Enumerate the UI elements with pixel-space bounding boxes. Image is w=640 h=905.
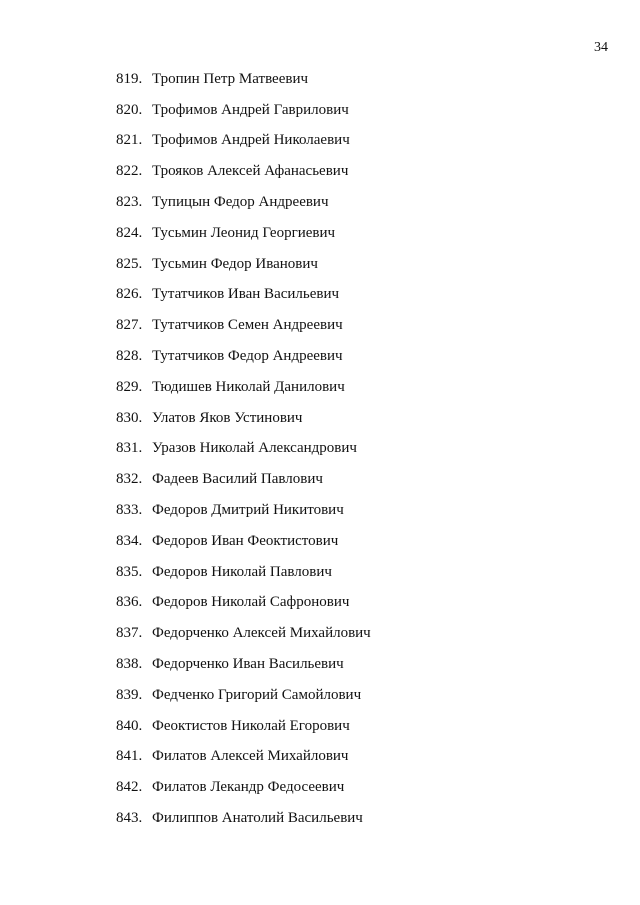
entry-name: Филиппов Анатолий Васильевич xyxy=(152,810,363,827)
entry-name: Тусьмин Федор Иванович xyxy=(152,255,318,272)
list-item xyxy=(116,526,371,557)
entry-number: 819. xyxy=(116,70,143,87)
entry-name: Уразов Николай Александрович xyxy=(152,440,357,457)
entry-name: Тусьмин Леонид Георгиевич xyxy=(152,224,336,241)
list-item xyxy=(116,464,371,495)
entry-number: 826. xyxy=(116,286,143,303)
list-item xyxy=(116,156,371,187)
entry-number: 839. xyxy=(116,686,143,703)
list-item xyxy=(116,588,371,619)
entry-number: 840. xyxy=(116,717,143,734)
entry-name: Фадеев Василий Павлович xyxy=(152,471,323,488)
entry-name: Тутатчиков Иван Васильевич xyxy=(152,286,340,303)
list-item xyxy=(116,403,371,434)
entry-name: Тюдишев Николай Данилович xyxy=(152,378,345,395)
entry-name: Тропин Петр Матвеевич xyxy=(152,70,309,87)
entry-number: 820. xyxy=(116,101,143,118)
name-list xyxy=(116,64,371,834)
list-item xyxy=(116,372,371,403)
entry-number: 824. xyxy=(116,224,143,241)
entry-number: 832. xyxy=(116,471,143,488)
entry-name: Филатов Алексей Михайлович xyxy=(152,748,349,765)
list-item xyxy=(116,618,371,649)
list-item xyxy=(116,803,371,834)
entry-number: 834. xyxy=(116,532,143,549)
list-item xyxy=(116,187,371,218)
entry-name: Феоктистов Николай Егорович xyxy=(152,717,350,734)
list-item xyxy=(116,64,371,95)
entry-number: 838. xyxy=(116,656,143,673)
entry-number: 823. xyxy=(116,194,143,211)
list-item xyxy=(116,434,371,465)
entry-number: 836. xyxy=(116,594,143,611)
entry-name: Трофимов Андрей Гаврилович xyxy=(152,101,349,118)
list-item xyxy=(116,495,371,526)
entry-number: 835. xyxy=(116,563,143,580)
list-item xyxy=(116,95,371,126)
list-item xyxy=(116,557,371,588)
entry-number: 842. xyxy=(116,779,143,796)
entry-number: 821. xyxy=(116,132,143,149)
entry-number: 827. xyxy=(116,317,143,334)
entry-number: 831. xyxy=(116,440,143,457)
entry-name: Тутатчиков Федор Андреевич xyxy=(152,348,343,365)
entry-name: Тутатчиков Семен Андреевич xyxy=(152,317,343,334)
entry-number: 825. xyxy=(116,255,143,272)
entry-number: 830. xyxy=(116,409,143,426)
page-number: 34 xyxy=(594,40,608,55)
list-item xyxy=(116,742,371,773)
entry-number: 837. xyxy=(116,625,143,642)
entry-name: Улатов Яков Устинович xyxy=(152,409,303,426)
list-item xyxy=(116,680,371,711)
entry-number: 841. xyxy=(116,748,143,765)
list-item xyxy=(116,341,371,372)
list-item xyxy=(116,249,371,280)
entry-number: 833. xyxy=(116,502,143,519)
entry-number: 829. xyxy=(116,378,143,395)
entry-name: Федоров Дмитрий Никитович xyxy=(152,502,344,519)
entry-name: Федорченко Иван Васильевич xyxy=(152,656,344,673)
entry-name: Филатов Лекандр Федосеевич xyxy=(152,779,345,796)
list-item xyxy=(116,772,371,803)
list-item xyxy=(116,218,371,249)
entry-name: Трофимов Андрей Николаевич xyxy=(152,132,350,149)
list-item xyxy=(116,280,371,311)
entry-number: 843. xyxy=(116,810,143,827)
list-item xyxy=(116,310,371,341)
entry-name: Федоров Николай Сафронович xyxy=(152,594,350,611)
entry-name: Федоров Иван Феоктистович xyxy=(152,532,339,549)
list-item xyxy=(116,711,371,742)
list-item xyxy=(116,126,371,157)
entry-name: Федорченко Алексей Михайлович xyxy=(152,625,371,642)
entry-name: Трояков Алексей Афанасьевич xyxy=(152,163,349,180)
entry-name: Федченко Григорий Самойлович xyxy=(152,686,362,703)
entry-number: 828. xyxy=(116,348,143,365)
entry-name: Тупицын Федор Андреевич xyxy=(152,194,329,211)
entry-number: 822. xyxy=(116,163,143,180)
entry-name: Федоров Николай Павлович xyxy=(152,563,332,580)
list-item xyxy=(116,649,371,680)
